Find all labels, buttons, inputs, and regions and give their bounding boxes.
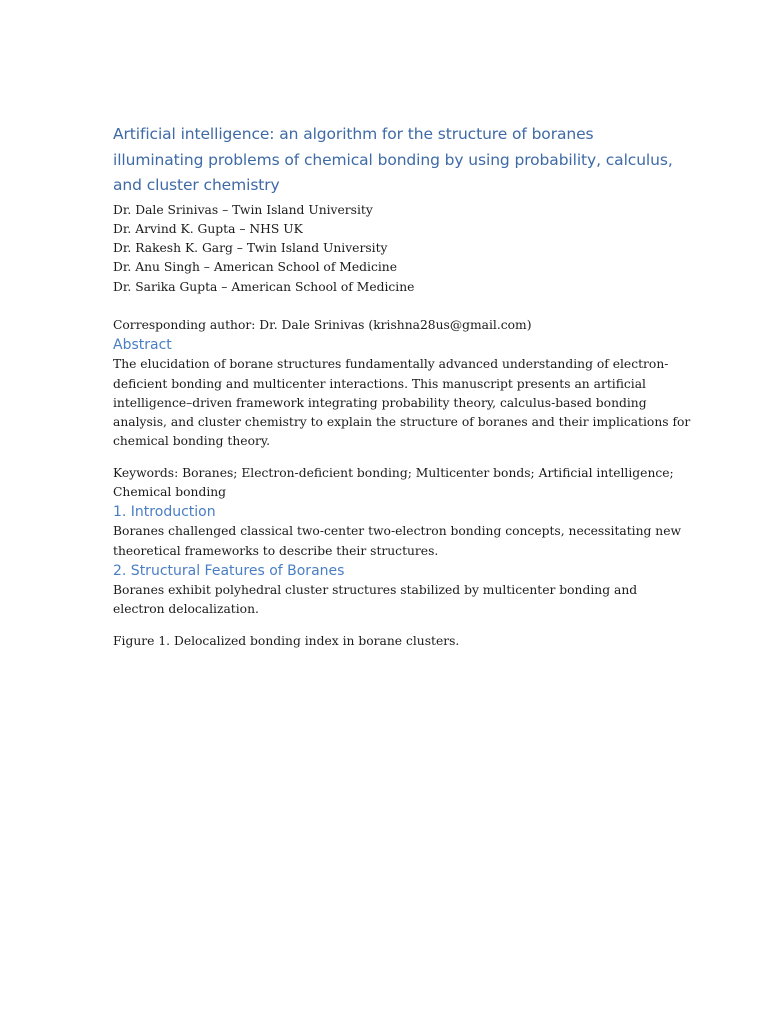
introduction-line: theoretical frameworks to describe their structures. xyxy=(113,543,439,558)
structural-heading: 2. Structural Features of Boranes xyxy=(113,562,345,579)
introduction-heading: 1. Introduction xyxy=(113,504,216,521)
keywords-line: Keywords: Boranes; Electron-deficient bonding; Multicenter bonds; Artificial intelligence; xyxy=(113,465,674,480)
abstract-line: deficient bonding and multicenter interactions. This manuscript presents an artificial xyxy=(113,376,646,391)
document-page xyxy=(113,122,691,651)
title-line: Artificial intelligence: an algorithm for the structure of boranes xyxy=(113,125,594,143)
keywords-line: Chemical bonding xyxy=(113,485,227,500)
title-line: and cluster chemistry xyxy=(113,176,280,194)
author-item: Dr. Dale Srinivas – Twin Island University xyxy=(113,202,373,217)
corresponding-author: Corresponding author: Dr. Dale Srinivas (krishna28us@gmail.com) xyxy=(113,317,532,332)
abstract-heading: Abstract xyxy=(113,337,172,354)
abstract-line: intelligence–driven framework integrating probability theory, calculus-based bonding xyxy=(113,395,647,410)
author-item: Dr. Arvind K. Gupta – NHS UK xyxy=(113,221,303,236)
structural-line: Boranes exhibit polyhedral cluster structures stabilized by multicenter bonding and xyxy=(113,582,638,597)
abstract-line: The elucidation of borane structures fundamentally advanced understanding of electron- xyxy=(113,357,669,372)
paper-title xyxy=(113,122,673,199)
introduction-line: Boranes challenged classical two-center two-electron bonding concepts, necessitating new xyxy=(113,524,682,539)
abstract-text xyxy=(113,355,691,451)
structural-line: electron delocalization. xyxy=(113,602,259,617)
introduction-text xyxy=(113,522,682,561)
keywords xyxy=(113,464,673,503)
structural-text xyxy=(113,581,673,620)
author-list xyxy=(113,201,673,297)
title-line: illuminating problems of chemical bonding by using probability, calculus, xyxy=(113,150,673,169)
author-item: Dr. Rakesh K. Garg – Twin Island University xyxy=(113,241,388,256)
abstract-line: analysis, and cluster chemistry to explain the structure of boranes and their implications for xyxy=(113,415,691,430)
figure-caption: Figure 1. Delocalized bonding index in borane clusters. xyxy=(113,633,460,648)
author-item: Dr. Sarika Gupta – American School of Medicine xyxy=(113,279,415,294)
abstract-line: chemical bonding theory. xyxy=(113,434,271,449)
author-item: Dr. Anu Singh – American School of Medicine xyxy=(113,260,397,275)
